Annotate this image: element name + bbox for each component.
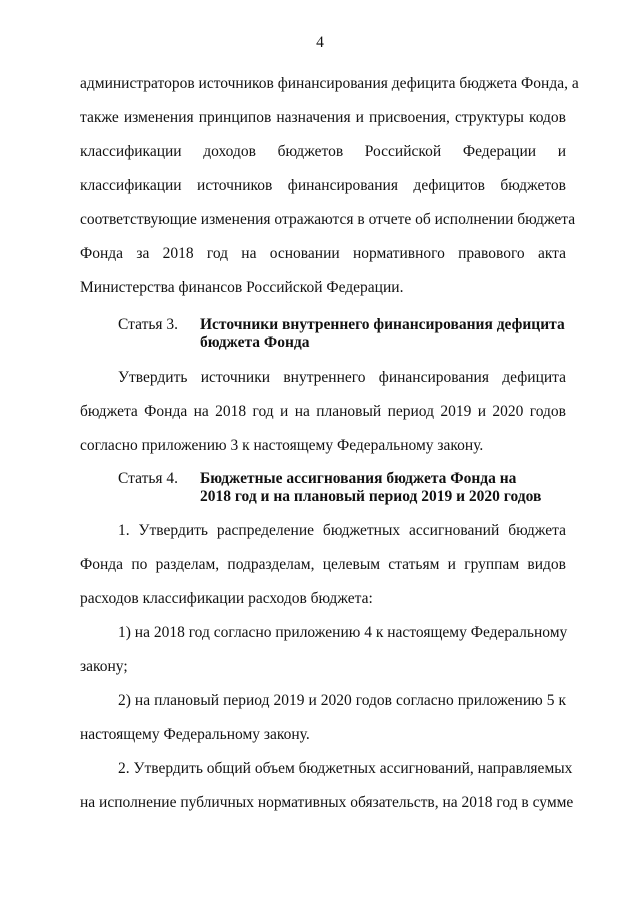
paragraph-line: Фонда за 2018 год на основании нормативного правового акта [80, 245, 566, 262]
paragraph-line: также изменения принципов назначения и присвоения, структуры кодов [80, 109, 566, 126]
article-4-item1-line: 1) на 2018 год согласно приложению 4 к настоящему Федеральному [118, 624, 568, 641]
article-4-item2-line: настоящему Федеральному закону. [80, 726, 310, 743]
article-3-title-line: Источники внутреннего финансирования дефицита [200, 316, 565, 333]
article-4-title-line: Бюджетные ассигнования бюджета Фонда на [200, 470, 517, 487]
article-4-p1-line: 1. Утвердить распределение бюджетных ассигнований бюджета [118, 522, 566, 539]
article-4-label: Статья 4. [118, 470, 179, 487]
paragraph-line: Министерства финансов Российской Федерации. [80, 279, 404, 296]
paragraph-line: классификации источников финансирования дефицитов бюджетов [80, 177, 566, 194]
article-4-item1-line: закону; [80, 658, 128, 675]
article-4-p2-line: на исполнение публичных нормативных обязательств, на 2018 год в сумме [80, 794, 574, 811]
paragraph-line: классификации доходов бюджетов Российской Федерации и [80, 143, 566, 160]
article-4-item2-line: 2) на плановый период 2019 и 2020 годов согласно приложению 5 к [118, 692, 566, 709]
paragraph-line: администраторов источников финансирования дефицита бюджета Фонда, а [80, 75, 579, 92]
article-3-title-line: бюджета Фонда [200, 334, 310, 351]
paragraph-line: соответствующие изменения отражаются в отчете об исполнении бюджета [80, 211, 576, 228]
article-3-label: Статья 3. [118, 316, 179, 333]
article-3-body-line: бюджета Фонда на 2018 год и на плановый период 2019 и 2020 годов [80, 403, 566, 420]
article-4-p2-line: 2. Утвердить общий объем бюджетных ассигнований, направляемых [118, 760, 573, 777]
page-number: 4 [316, 34, 324, 51]
article-4-p1-line: Фонда по разделам, подразделам, целевым статьям и группам видов [80, 556, 566, 573]
article-4-title-line: 2018 год и на плановый период 2019 и 2020 годов [200, 488, 542, 505]
article-4-p1-line: расходов классификации расходов бюджета: [80, 590, 373, 607]
article-3-body-line: согласно приложению 3 к настоящему Федеральному закону. [80, 437, 484, 454]
article-3-body-line: Утвердить источники внутреннего финансирования дефицита [118, 369, 566, 386]
